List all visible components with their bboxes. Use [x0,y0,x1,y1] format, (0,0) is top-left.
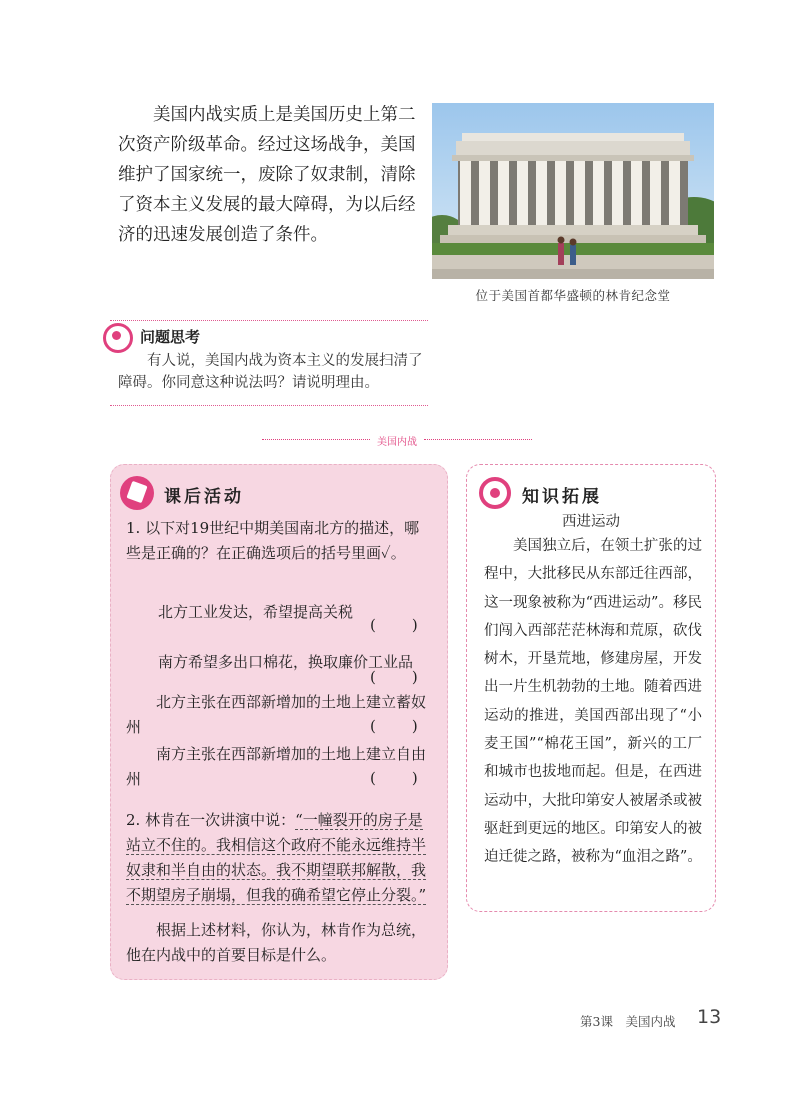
checkmark-symbol: ✓。 [381,544,406,562]
knowledge-title: 知识拓展 [522,487,602,507]
q1-bracket-3[interactable]: ( ) [370,717,420,735]
q1-bracket-4[interactable]: ( ) [370,769,420,787]
q1-option-2: 南方希望多出口棉花，换取廉价工业品 [158,653,414,671]
divider-label: 美国内战 [377,437,417,448]
pencil-icon [120,476,154,510]
footer-lesson: 第3课 美国内战 [580,1014,676,1029]
photo-caption: 位于美国首都华盛顿的林肯纪念堂 [475,288,671,303]
activity-q1 [126,516,434,566]
q2-question: 根据上述材料，你认为，林肯作为总统，他在内战中的首要目标是什么。 [126,921,427,964]
page-number: 13 [697,1006,722,1028]
q1-bracket-1[interactable]: ( ) [370,616,420,634]
knowledge-text: 美国独立后，在领土扩张的过程中，大批移民从东部迁往西部，这一现象被称为“西进运动”。移民们闯入西部茫茫林海和荒原，砍伐树木，开垦荒地，修建房屋，开发出一片生机勃勃的土地。随着西进运动的推进，美国西部出现了“小麦王国”“棉花王国”，新兴的工厂和城市也拔地而起。但是，在西进运动中，大批印第安人被屠杀或被驱赶到更远的地区。印第安人的被迫迁徙之路，被称为“血泪之路”。 [484,538,702,866]
q1-option-3: 北方主张在西部新增加的土地上建立蓄奴州 [126,693,427,736]
q1-prompt-text: 1. 以下对19世纪中期美国南北方的描述，哪些是正确的？在正确选项后的括号里画 [126,519,420,562]
lincoln-memorial-photo [432,103,714,279]
q1-option-4: 南方主张在西部新增加的土地上建立自由州 [126,745,427,788]
target-icon [479,477,511,509]
q1-bracket-2[interactable]: ( ) [370,668,420,686]
lightbulb-icon [103,323,133,353]
activity-title: 课后活动 [164,487,244,507]
q1-prompt [126,516,434,566]
q2-prompt: 2. 林肯在一次讲演中说： [126,811,296,829]
lincoln-quote: “一幢裂开的房子是站立不住的。我相信这个政府不能永远维持半奴隶和半自由的状态。我不期望联邦解散，我不期望房子崩塌，但我的确希望它停止分裂。” [126,811,427,904]
question-title: 问题思考 [140,328,201,346]
question-text: 有人说，美国内战为资本主义的发展扫清了障碍。你同意这种说法吗？请说明理由。 [118,353,423,391]
q2-text [126,808,432,908]
section-divider [262,433,532,448]
knowledge-subtitle: 西进运动 [562,514,620,530]
q1-option-1: 北方工业发达，希望提高关税 [158,603,354,621]
activity-q2 [126,808,432,908]
intro-paragraph: 美国内战实质上是美国历史上第二次资产阶级革命。经过这场战争，美国维护了国家统一，废除了奴隶制，清除了资本主义发展的最大障碍，为以后经济的迅速发展创造了条件。 [118,105,416,245]
